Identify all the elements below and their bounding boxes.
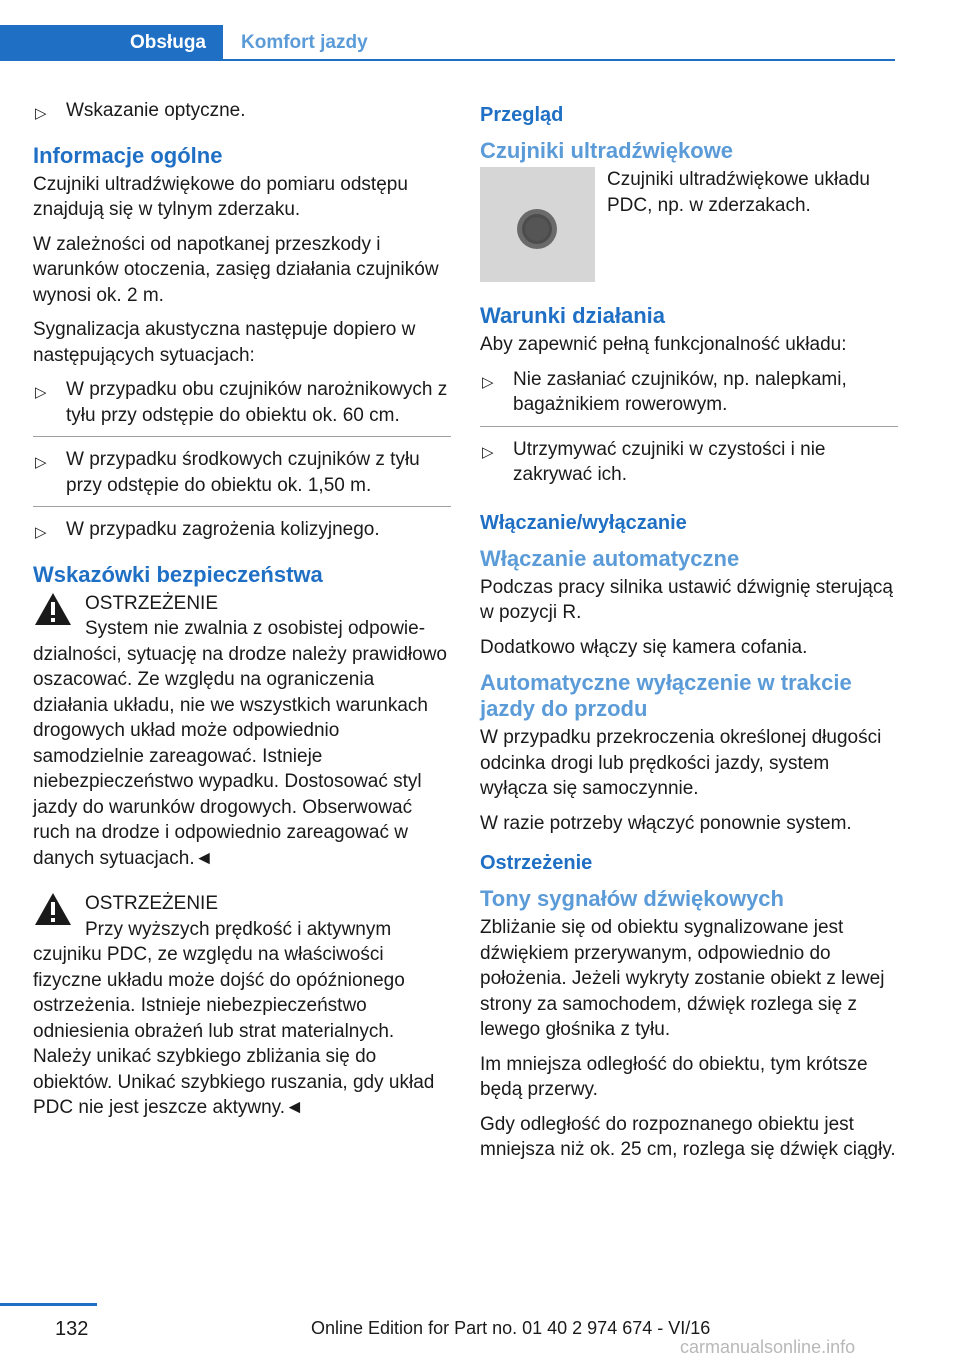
paragraph: Gdy odległość do rozpoznanego obiektu jest mniejsza niż ok. 25 cm, rozlega się dźwięk ciągły. bbox=[480, 1113, 896, 1160]
list-item bbox=[33, 98, 451, 132]
section-heading-conditions: Warunki działania bbox=[480, 303, 666, 328]
list-item bbox=[33, 447, 451, 507]
bullet-triangle-icon: ▷ bbox=[482, 443, 494, 461]
warning-text: System nie zwalnia z osobistej odpowie- bbox=[85, 618, 426, 639]
paragraph: Aby zapewnić pełną funkcjonalność układu: bbox=[480, 334, 847, 355]
bullet-triangle-icon: ▷ bbox=[35, 105, 47, 122]
bullet-triangle-icon: ▷ bbox=[35, 384, 47, 401]
paragraph: Im mniejsza odległość do obiektu, tym krótsze będą przerwy. bbox=[480, 1053, 868, 1100]
warning-icon bbox=[33, 591, 73, 627]
edition-info: Online Edition for Part no. 01 40 2 974 674 - VI/16 bbox=[311, 1318, 711, 1338]
header-tabs bbox=[0, 25, 895, 61]
subheading-auto-on: Włączanie automatyczne bbox=[480, 545, 740, 571]
list-item bbox=[33, 517, 451, 551]
situations-list bbox=[33, 377, 451, 551]
paragraph: W zależności od napotkanej przeszkody i warunków otoczenia, zasięg działania czujników wynosi ok. 2 m. bbox=[33, 233, 439, 306]
warning-icon bbox=[33, 891, 73, 927]
paragraph: Zbliżanie się od obiektu sygnalizowane jest dźwiękiem przerywanym, odpowiednio do położenia. Jeżeli wykryty zostanie obiekt z lewej strony za samochodem, dźwięk rozlega się z lewego głośnika z tyłu. bbox=[480, 917, 885, 1040]
sensor-figure bbox=[480, 167, 898, 284]
sensor-image bbox=[480, 167, 595, 282]
list-item bbox=[33, 377, 451, 437]
list-item bbox=[480, 367, 898, 427]
sensor-caption: Czujniki ultradźwiękowe układu PDC, np. w zderzakach. bbox=[607, 169, 870, 216]
warning-text: czujniku PDC, ze względu na właściwości fizyczne układu może dojść do opóźnionego ostrzeżenia. Istnieje niebezpieczeństwo odniesienia obrażeń lub strat materialnych. Należy unikać szybkiego zbliżania się do obiektów. Unikać szybkiego ruszania, gdy układ PDC nie jest jeszcze aktywny.◄ bbox=[33, 944, 435, 1118]
subheading-tones: Tony sygnałów dźwiękowych bbox=[480, 886, 784, 911]
warning-text: dzialności, sytuację na drodze należy prawidłowo oszacować. Ze względu na ograniczenia działania układu, nie we wszystkich warunkach drogowych układ może odpowiednio samodzielnie zareagować. Istnieje niebezpieczeństwo wypadku. Dostosować styl jazdy do warunków drogowych. Obserwować ruch na drodze i odpowiednio zareagować w danych sytuacjach.◄ bbox=[33, 643, 448, 869]
warning-title: OSTRZEŻENIE bbox=[85, 592, 219, 614]
bullet-triangle-icon: ▷ bbox=[35, 524, 47, 541]
conditions-list bbox=[480, 367, 898, 496]
warning-text: Przy wyższych prędkość i aktywnym bbox=[85, 918, 392, 940]
warning-block bbox=[33, 891, 451, 1121]
subheading-auto-off: Automatyczne wyłączenie w trakcie jazdy do przodu bbox=[480, 670, 852, 721]
list-item-text: Nie zasłaniać czujników, np. nalepkami, bagażnikiem rowerowym. bbox=[513, 368, 847, 415]
paragraph: W przypadku przekroczenia określonej długości odcinka drogi lub prędkości jazdy, system wyłącza się samoczynnie. bbox=[480, 727, 882, 799]
paragraph: W razie potrzeby włączyć ponownie system. bbox=[480, 812, 852, 834]
subheading-sensors: Czujniki ultradźwiękowe bbox=[480, 138, 734, 163]
bullet-triangle-icon: ▷ bbox=[482, 373, 494, 391]
section-heading-warning: Ostrzeżenie bbox=[480, 852, 593, 874]
top-list bbox=[33, 98, 451, 132]
warning-title: OSTRZEŻENIE bbox=[85, 893, 219, 914]
page-number: 132 bbox=[55, 1318, 89, 1340]
right-column bbox=[480, 98, 898, 1172]
list-item-text: W przypadku obu czujników narożnikowych z tyłu przy odstępie do obiektu ok. 60 cm. bbox=[66, 379, 448, 426]
list-item-text: Utrzymywać czujniki w czystości i nie zakrywać ich. bbox=[513, 438, 826, 485]
section-heading-safety: Wskazówki bezpieczeństwa bbox=[33, 561, 323, 587]
tab-obsluga[interactable]: Obsługa bbox=[0, 25, 223, 61]
paragraph: Sygnalizacja akustyczna następuje dopiero w następujących sytuacjach: bbox=[33, 319, 416, 366]
section-heading-onoff: Włączanie/wyłączanie bbox=[480, 511, 687, 534]
watermark: carmanualsonline.info bbox=[680, 1337, 856, 1357]
section-heading-overview: Przegląd bbox=[480, 104, 564, 126]
bullet-triangle-icon: ▷ bbox=[35, 454, 47, 471]
list-item-text: W przypadku środkowych czujników z tyłu przy odstępie do obiektu ok. 1,50 m. bbox=[66, 449, 420, 496]
ultrasonic-sensor-icon bbox=[480, 167, 595, 282]
list-item-text: W przypadku zagrożenia kolizyjnego. bbox=[66, 519, 380, 540]
section-heading-general: Informacje ogólne bbox=[33, 142, 223, 168]
paragraph: Podczas pracy silnika ustawić dźwignię sterującą w pozycji R. bbox=[480, 576, 893, 623]
header-divider bbox=[0, 59, 895, 61]
footer-divider bbox=[0, 1303, 97, 1306]
list-item-text: Wskazanie optyczne. bbox=[66, 100, 246, 121]
left-column bbox=[33, 98, 451, 1133]
tab-komfort-jazdy[interactable]: Komfort jazdy bbox=[241, 32, 368, 53]
list-item bbox=[480, 437, 898, 496]
paragraph: Czujniki ultradźwiękowe do pomiaru odstępu znajdują się w tylnym zderzaku. bbox=[33, 173, 408, 220]
warning-block bbox=[33, 591, 451, 872]
paragraph: Dodatkowo włączy się kamera cofania. bbox=[480, 636, 808, 658]
